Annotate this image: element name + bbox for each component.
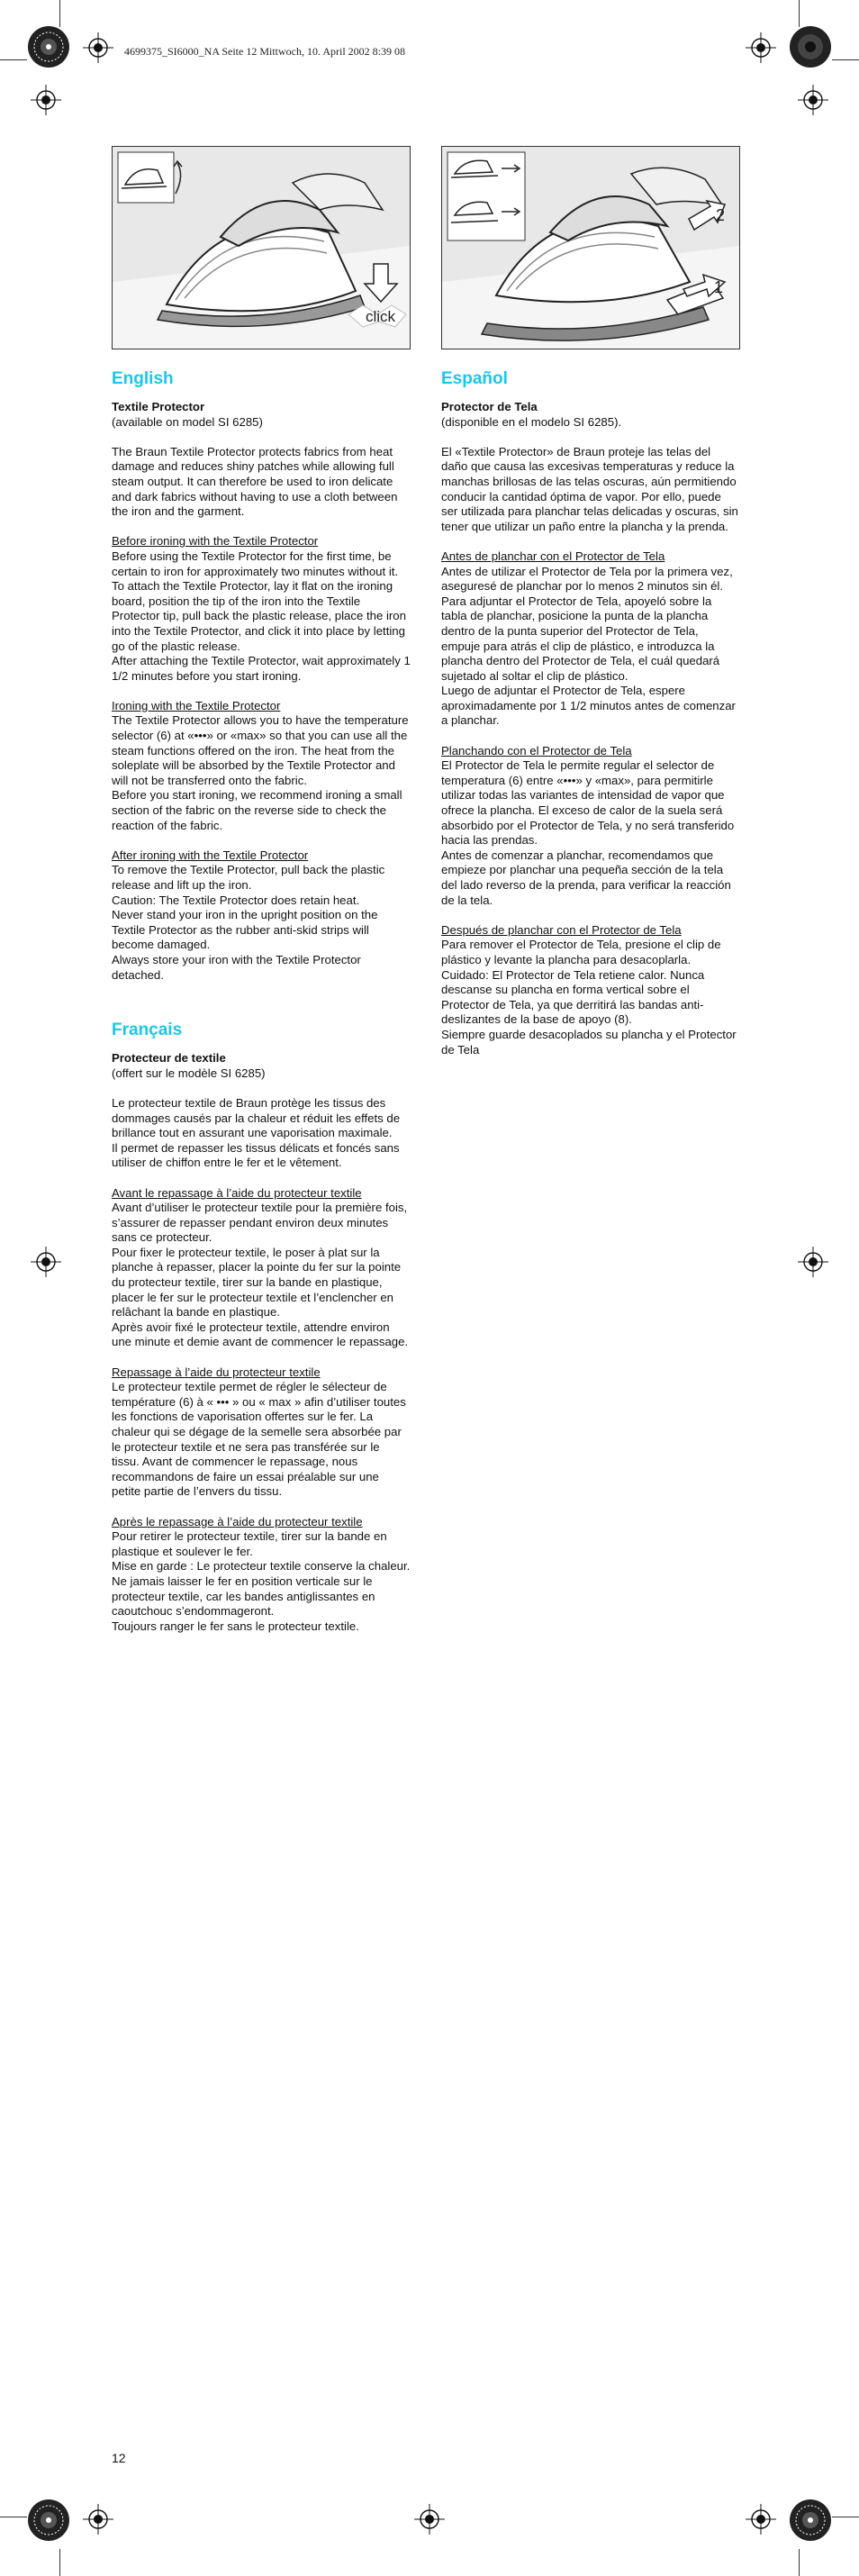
espanol-ironing-text-2: Antes de comenzar a planchar, recomendamos que empieze por planchar una pequeña sección de la tela del lado reverso de la prenda, para verificar la reacción de la tela.: [441, 848, 731, 907]
english-ironing-heading: Ironing with the Textile Protector: [112, 698, 281, 712]
francais-before-heading: Avant le repassage à l’aide du protecteur textile: [112, 1185, 362, 1200]
registration-mark-icon: [31, 1247, 61, 1277]
espanol-before-text-2: Para adjuntar el Protector de Tela, apoyeló sobre la tabla de planchar, posicione la punta de la plancha dentro de la punta superior del Protector de Tela, empuje para atrás el clip de plástico, e introduzca la plancha dentro del Protector de Tela, el cuál quedará sujetado al soltar el clip de plástico.: [441, 594, 720, 683]
print-target-icon: [27, 2499, 70, 2542]
espanol-before-heading: Antes de planchar con el Protector de Tela: [441, 549, 665, 563]
francais-heading: Français: [112, 1020, 183, 1040]
print-target-icon: [27, 25, 70, 68]
english-ironing-text-1: The Textile Protector allows you to have the temperature selector (6) at «•••» or «max» so that you can use all the steam functions offered on the iron. The heat from the soleplate will be absorbed by the Textile Protector and will not be transferred onto the fabric.: [112, 713, 409, 787]
registration-mark-icon: [83, 2504, 113, 2535]
english-after-text-1: To remove the Textile Protector, pull back the plastic release and lift up the iron.: [112, 863, 385, 892]
francais-after-heading: Après le repassage à l’aide du protecteur textile: [112, 1514, 363, 1528]
english-before-text-3: After attaching the Textile Protector, wait approximately 1 1/2 minutes before you start ironing.: [112, 654, 411, 683]
english-title: Textile Protector: [112, 400, 205, 413]
callout-1: 1: [714, 278, 724, 296]
francais-subtitle: (offert sur le modèle SI 6285): [112, 1066, 266, 1080]
francais-intro-2: Il permet de repasser les tissus délicats et foncés sans utiliser de chiffon entre le fer et le vêtement.: [112, 1140, 400, 1170]
francais-ironing-heading: Repassage à l’aide du protecteur textile: [112, 1365, 321, 1379]
print-target-icon: [789, 25, 832, 68]
francais-intro-1: Le protecteur textile de Braun protège les tissus des dommages causés par la chaleur et réduit les effets de brillance tout en assurant une vaporisation maximale.: [112, 1095, 401, 1140]
click-label: click: [365, 308, 395, 326]
callout-2: 2: [716, 206, 726, 224]
registration-mark-icon: [798, 85, 828, 115]
espanol-ironing-text-1: El Protector de Tela le permite regular el selector de temperatura (6) entre «•••» y «max», para permitirle utilizar todas las variantes de intensidad de vapor que ofrece la plancha. El exceso de calor de la suela será absorbido por el Protector de Tela, y no será transferido hacia las prendas.: [441, 758, 735, 848]
francais-before-text-1: Avant d’utiliser le protecteur textile pour la première fois, s’assurer de repasser pendant environ deux minutes sans ce protecteur.: [112, 1201, 408, 1245]
english-before-text-2: To attach the Textile Protector, lay it flat on the ironing board, position the tip of the iron into the Textile Protector tip, pull back the plastic release, place the iron into the Textile Protector, and click it into place by letting go of the plastic release.: [112, 579, 406, 653]
english-after-text-2: Caution: The Textile Protector does retain heat.: [112, 893, 360, 907]
english-after-text-3: Never stand your iron in the upright position on the Textile Protector as the rubber anti-skid strips will become damaged.: [112, 908, 378, 952]
francais-after-text-3: Ne jamais laisser le fer en position verticale sur le protecteur textile, car les bandes antiglissantes en caoutchouc s’endommageront.: [112, 1574, 375, 1619]
figure-attach-protector: [112, 146, 411, 349]
espanol-after-text-2: Cuidado: El Protector de Tela retiene calor. Nunca descanse su plancha en forma vertical sobre el Protector de Tela, ya que derritirá las bandas anti-deslizantes de la base de apoyo (8).: [441, 967, 705, 1027]
francais-before-text-2: Pour fixer le protecteur textile, le poser à plat sur la planche à repasser, placer la pointe du fer sur la pointe du protecteur textile, tirer sur la bande en plastique, placer le fer sur le protecteur textile et l’enclencher en relâchant la bande en plastique.: [112, 1245, 402, 1320]
espanol-subtitle: (disponible en el modelo SI 6285).: [441, 414, 622, 429]
espanol-intro: El «Textile Protector» de Braun proteje las telas del daño que causa las excesivas temperaturas y reduce la manchas brillosas de las telas oscuras, aún permitiendo conducir la cantidad óptima de vapor. Por ello, puede ser utilizada para planchar telas delicadas y oscuras, sin tener que utilizar un paño entre la plancha y la prenda.: [441, 444, 738, 533]
english-after-heading: After ironing with the Textile Protector: [112, 848, 309, 862]
espanol-after-heading: Después de planchar con el Protector de Tela: [441, 922, 682, 937]
iron-removal-illustration: [442, 147, 739, 349]
right-column: [441, 146, 740, 1057]
francais-before-text-3: Après avoir fixé le protecteur textile, attendre environ une minute et demie avant de commencer le repassage.: [112, 1320, 409, 1349]
francais-after-text-4: Toujours ranger le fer sans le protecteur textile.: [112, 1619, 359, 1633]
francais-title: Protecteur de textile: [112, 1051, 226, 1066]
english-before-text-1: Before using the Textile Protector for the first time, be certain to iron for approximately two minutes without it.: [112, 549, 399, 578]
francais-after-text-1: Pour retirer le protecteur textile, tirer sur la bande en plastique et soulever le fer.: [112, 1529, 387, 1558]
english-intro: The Braun Textile Protector protects fabrics from heat damage and reduces shiny patches while allowing full steam output. It can therefore be used to iron delicate and dark fabrics without having to use a cloth between the iron and the garment.: [112, 444, 398, 519]
espanol-after-text-1: Para remover el Protector de Tela, presione el clip de plástico y levante la plancha para desacoplarla.: [441, 938, 721, 966]
english-subtitle: (available on model SI 6285): [112, 414, 263, 429]
espanol-title: Protector de Tela: [441, 400, 538, 413]
espanol-heading: Español: [441, 369, 508, 388]
francais-ironing-text-1: Le protecteur textile permet de régler le sélecteur de température (6) à « ••• » ou « max » afin d’utiliser toutes les fonctions de vaporisation offertes sur le fer. La chaleur qui se dégage de la semelle sera absorbée par le protecteur textile et ne sera pas transférée sur le tissu. Avant de commencer le repassage, nous recommandons de faire un essai préalable sur une petite partie de l’envers du tissu.: [112, 1380, 406, 1499]
registration-mark-icon: [798, 1247, 828, 1277]
registration-mark-icon: [83, 32, 113, 63]
english-heading: English: [112, 369, 174, 388]
registration-mark-icon: [746, 2504, 776, 2535]
registration-mark-icon: [746, 32, 776, 63]
left-column: [112, 146, 411, 1634]
english-after-text-4: Always store your iron with the Textile Protector detached.: [112, 952, 361, 982]
figure-remove-protector: [441, 146, 740, 349]
espanol-after-text-3: Siempre guarde desacoplados su plancha y el Protector de Tela: [441, 1027, 737, 1057]
page-number: 12: [112, 2451, 126, 2465]
espanol-before-text-3: Luego de adjuntar el Protector de Tela, espere aproximadamente por 1 1/2 minutos antes de comenzar a planchar.: [441, 684, 736, 728]
espanol-before-text-1: Antes de utilizar el Protector de Tela por la primera vez, aseguresé de planchar por lo menos 2 minutos sin él.: [441, 564, 733, 594]
print-slug: 4699375_SI6000_NA Seite 12 Mittwoch, 10. April 2002 8:39 08: [124, 45, 405, 58]
francais-after-text-2: Mise en garde : Le protecteur textile conserve la chaleur.: [112, 1559, 411, 1574]
english-ironing-text-2: Before you start ironing, we recommend ironing a small section of the fabric on the reverse side to check the reaction of the fabric.: [112, 788, 402, 832]
print-target-icon: [789, 2499, 832, 2542]
registration-mark-icon: [414, 2504, 445, 2535]
english-before-heading: Before ironing with the Textile Protector: [112, 534, 319, 549]
registration-mark-icon: [31, 85, 61, 115]
espanol-ironing-heading: Planchando con el Protector de Tela: [441, 743, 632, 757]
